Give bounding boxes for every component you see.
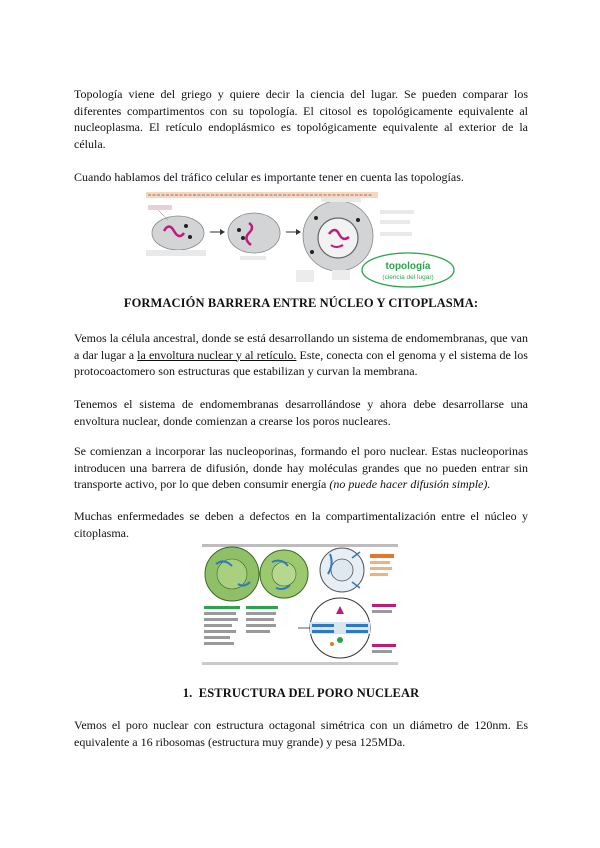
paragraph-text: Vemos el poro nuclear con estructura octagonal simétrica con un diámetro de 120nm. Es equivalente a 16 ribosomas (estructura muy grande) y pesa 125MDa. [74, 718, 528, 749]
topology-diagram [146, 190, 456, 288]
paragraph-text: Cuando hablamos del tráfico celular es importante tener en cuenta las topologías. [74, 170, 464, 184]
paragraph-topologia [74, 86, 528, 152]
paragraph-poro-nuclear [74, 717, 528, 750]
topology-figure [146, 190, 456, 288]
paragraph-part: Este, conecta con el genoma y el sistema de los protocoactomero son estructuras que estabilizan y curvan la membrana. [74, 347, 528, 378]
topologia-title: topología [385, 261, 431, 272]
paragraph-text [74, 443, 528, 493]
underlined-text: la envoltura nuclear y al retículo. [137, 347, 297, 362]
topologia-subtitle: (ciencia del lugar) [382, 274, 434, 281]
section-heading: FORMACIÓN BARRERA ENTRE NÚCLEO Y CITOPLASMA: [123, 296, 479, 310]
paragraph-text [74, 330, 528, 380]
prokaryote-cell [152, 216, 204, 250]
paragraph-celula-ancestral [74, 330, 528, 380]
paragraph-text: Tenemos el sistema de endomembranas desarrollándose y ahora debe desarrollarse una envoltura nuclear, donde comienzan a crearse los poros nucleares. [74, 397, 528, 428]
section-heading [74, 686, 528, 701]
nuclear-pore-figure [202, 544, 398, 670]
paragraph-enfermedades [74, 508, 528, 541]
paragraph-part: Se comienzan a incorporar las nucleoporinas, formando el poro nuclear. Estas nucleoporinas introducen una barrera de difusión, donde hay moléculas grandes que no pueden entrar sin transporte activo, por lo que deben consumir energía [74, 444, 528, 491]
paragraph-part: Vemos la célula ancestral, donde se está desarrollando un sistema de endomembranas, que van a dar lugar a [74, 331, 528, 362]
paragraph-endomembranas [74, 396, 528, 429]
paragraph-nucleoporinas [74, 443, 528, 493]
heading-text: ESTRUCTURA DEL PORO NUCLEAR [198, 686, 420, 700]
heading-formacion-wrap [74, 296, 528, 311]
paragraph-trafico [74, 169, 528, 186]
italic-text: (no puede hacer difusión simple). [329, 477, 491, 491]
heading-number: 1. [182, 686, 193, 700]
nuclear-pore-diagram [202, 544, 398, 670]
nucleus [318, 218, 358, 258]
paragraph-text: Topología viene del griego y quiere decir la ciencia del lugar. Se pueden comparar los diferentes compartimentos con su topología. El citosol es topológicamente equivalente al nucleoplasma. El retículo endoplásmico es topológicamente equivalente al exterior de la célula. [74, 87, 528, 151]
paragraph-text: Muchas enfermedades se deben a defectos en la compartimentalización entre el núcleo y citoplasma. [74, 509, 528, 540]
intermediate-cell [228, 213, 280, 253]
heading-estructura-wrap [74, 686, 528, 701]
